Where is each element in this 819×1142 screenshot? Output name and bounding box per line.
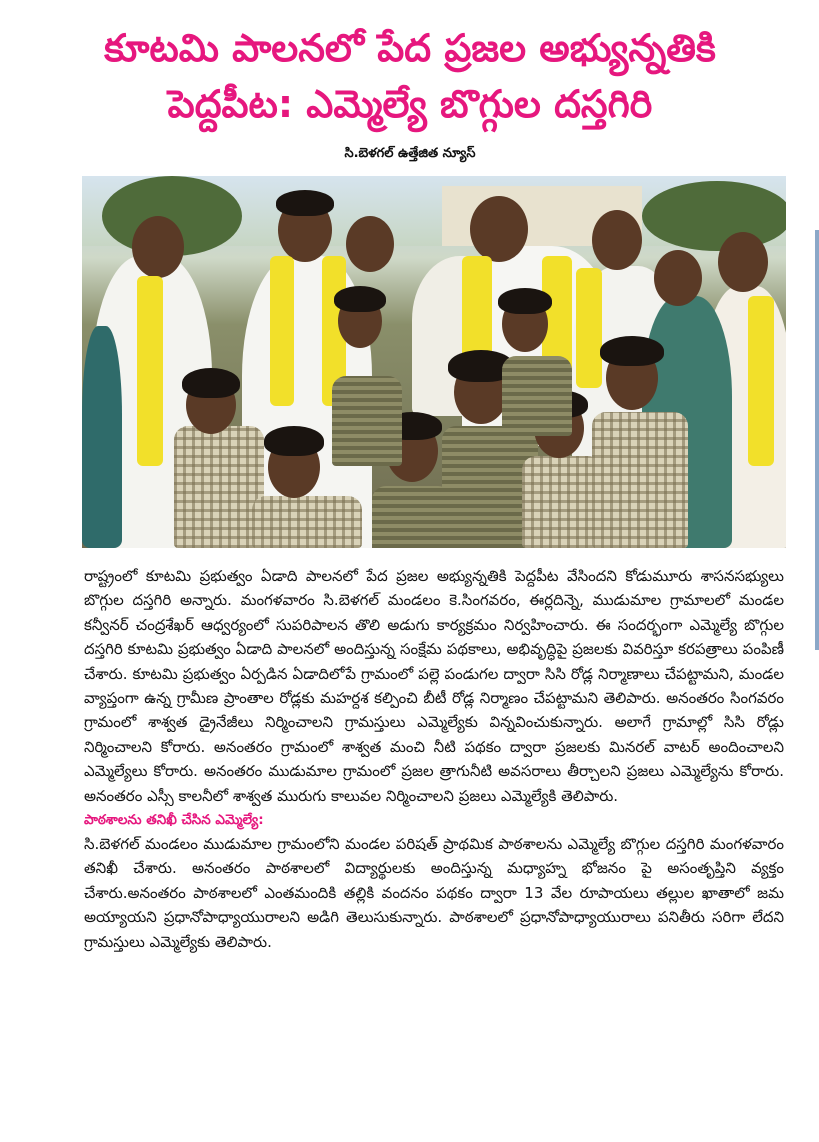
child-figure	[592, 412, 688, 548]
child-figure	[332, 376, 402, 466]
adult-head	[346, 216, 394, 272]
yellow-scarf	[270, 256, 294, 406]
photo-tree	[642, 181, 786, 251]
child-figure	[252, 496, 362, 548]
adjacent-column-edge	[815, 230, 819, 650]
article-body	[84, 564, 784, 954]
article-paragraph-1: రాష్ట్రంలో కూటమి ప్రభుత్వం ఏడాది పాలనలో పేద ప్రజల అభ్యున్నతికి పెద్దపీట వేసిందని కోడుమూరు శాసనసభ్యులు బొగ్గుల దస్తగిరి అన్నారు. మంగళవారం సి.బెళగల్ మండలం కె.సింగవరం, ఈర్లదిన్నె, ముడుమాల గ్రామాలలో మండల కన్వీనర్ చంద్రశేఖర్ ఆధ్వర్యంలో సుపరిపాలన తొలి అడుగు కార్యక్రమం నిర్వహించారు. ఈ సందర్భంగా ఎమ్మెల్యే బొగ్గుల దస్తగిరి కూటమి ప్రభుత్వం ఏడాది పాలనలో అందిస్తున్న సంక్షేమ పథకాలు, అభివృద్ధిపై ప్రజలకు వివరిస్తూ కరపత్రాలు పంపిణీ చేశారు. కూటమి ప్రభుత్వం ఏర్పడిన ఏడాదిలోపే గ్రామంలో పల్లె పండుగల ద్వారా సిసి రోడ్ల నిర్మాణాలు చేపట్టామని, మండల వ్యాప్తంగా ఉన్న గ్రామీణ ప్రాంతాల రోడ్లకు మహర్దశ కల్పించి బీటీ రోడ్ల నిర్మాణం చేపట్టామని తెలిపారు. అనంతరం సింగవరం గ్రామంలో శాశ్వత డ్రైనేజీలు నిర్మించాలని గ్రామస్తులు ఎమ్మెల్యేకు విన్నవించుకున్నారు. అలాగే గ్రామాల్లో సిసి రోడ్లు నిర్మించాలని కోరారు. అనంతరం గ్రామంలో శాశ్వత మంచి నీటి పథకం ద్వారా ప్రజలకు మినరల్ వాటర్ అందించాలని ఎమ్మెల్యేలు కోరారు. అనంతరం ముడుమాల గ్రామంలో ప్రజల త్రాగునీటి అవసరాలు తీర్చాలని ప్రజలు ఎమ్మెల్యేను కోరారు. అనంతరం ఎస్సీ కాలనీలో శాశ్వత మురుగు కాలువల నిర్మించాలని ప్రజలు ఎమ్మెల్యేకి తెలిపారు.	[84, 567, 784, 805]
adult-head	[592, 210, 642, 270]
child-figure	[522, 456, 602, 548]
child-figure	[372, 486, 452, 548]
child-figure	[174, 426, 264, 548]
article-subheading: పాఠశాలను తనిఖీ చేసిన ఎమ్మెల్యే:	[84, 812, 264, 829]
yellow-scarf	[137, 276, 163, 466]
adult-head	[470, 196, 528, 262]
child-hair	[182, 368, 240, 398]
byline: సి.బెళగల్ ఉత్తేజిత న్యూస్	[344, 146, 476, 161]
adult-head	[718, 232, 768, 292]
yellow-scarf	[576, 268, 602, 388]
yellow-scarf	[748, 296, 774, 466]
adult-figure	[82, 326, 122, 548]
headline-line-1: కూటమి పాలనలో పేద ప్రజల అభ్యున్నతికి	[104, 26, 716, 70]
child-figure	[502, 356, 572, 436]
article-paragraph-2: సి.బెళగల్ మండలం ముడుమాల గ్రామంలోని మండల పరిషత్ ప్రాథమిక పాఠశాలను ఎమ్మెల్యే బొగ్గుల దస్తగిరి మంగళవారం తనిఖీ చేశారు. అనంతరం పాఠశాలలో విద్యార్థులకు అందిస్తున్న మధ్యాహ్న భోజనం పై అసంతృప్తిని వ్యక్తం చేశారు.అనంతరం పాఠశాలలో ఎంతమందికి తల్లికి వందనం పథకం ద్వారా 13 వేల రూపాయలు తల్లుల ఖాతాలో జమ అయ్యాయని ప్రధానోపాధ్యాయురాలని అడిగి తెలుసుకున్నారు. పాఠశాలలో ప్రధానోపాధ్యాయురాలు పనితీరు సరిగా లేదని గ్రామస్తులు ఎమ్మెల్యేకు తెలిపారు.	[84, 835, 784, 951]
headline	[60, 20, 760, 132]
child-hair	[600, 336, 664, 366]
adult-hair	[276, 190, 334, 216]
child-hair	[264, 426, 324, 456]
adult-head	[132, 216, 184, 278]
news-photo	[82, 176, 786, 548]
child-hair	[334, 286, 386, 312]
child-hair	[498, 288, 552, 314]
headline-line-2: పెద్దపీట: ఎమ్మెల్యే బొగ్గుల దస్తగిరి	[167, 82, 653, 126]
adult-head	[654, 250, 702, 306]
